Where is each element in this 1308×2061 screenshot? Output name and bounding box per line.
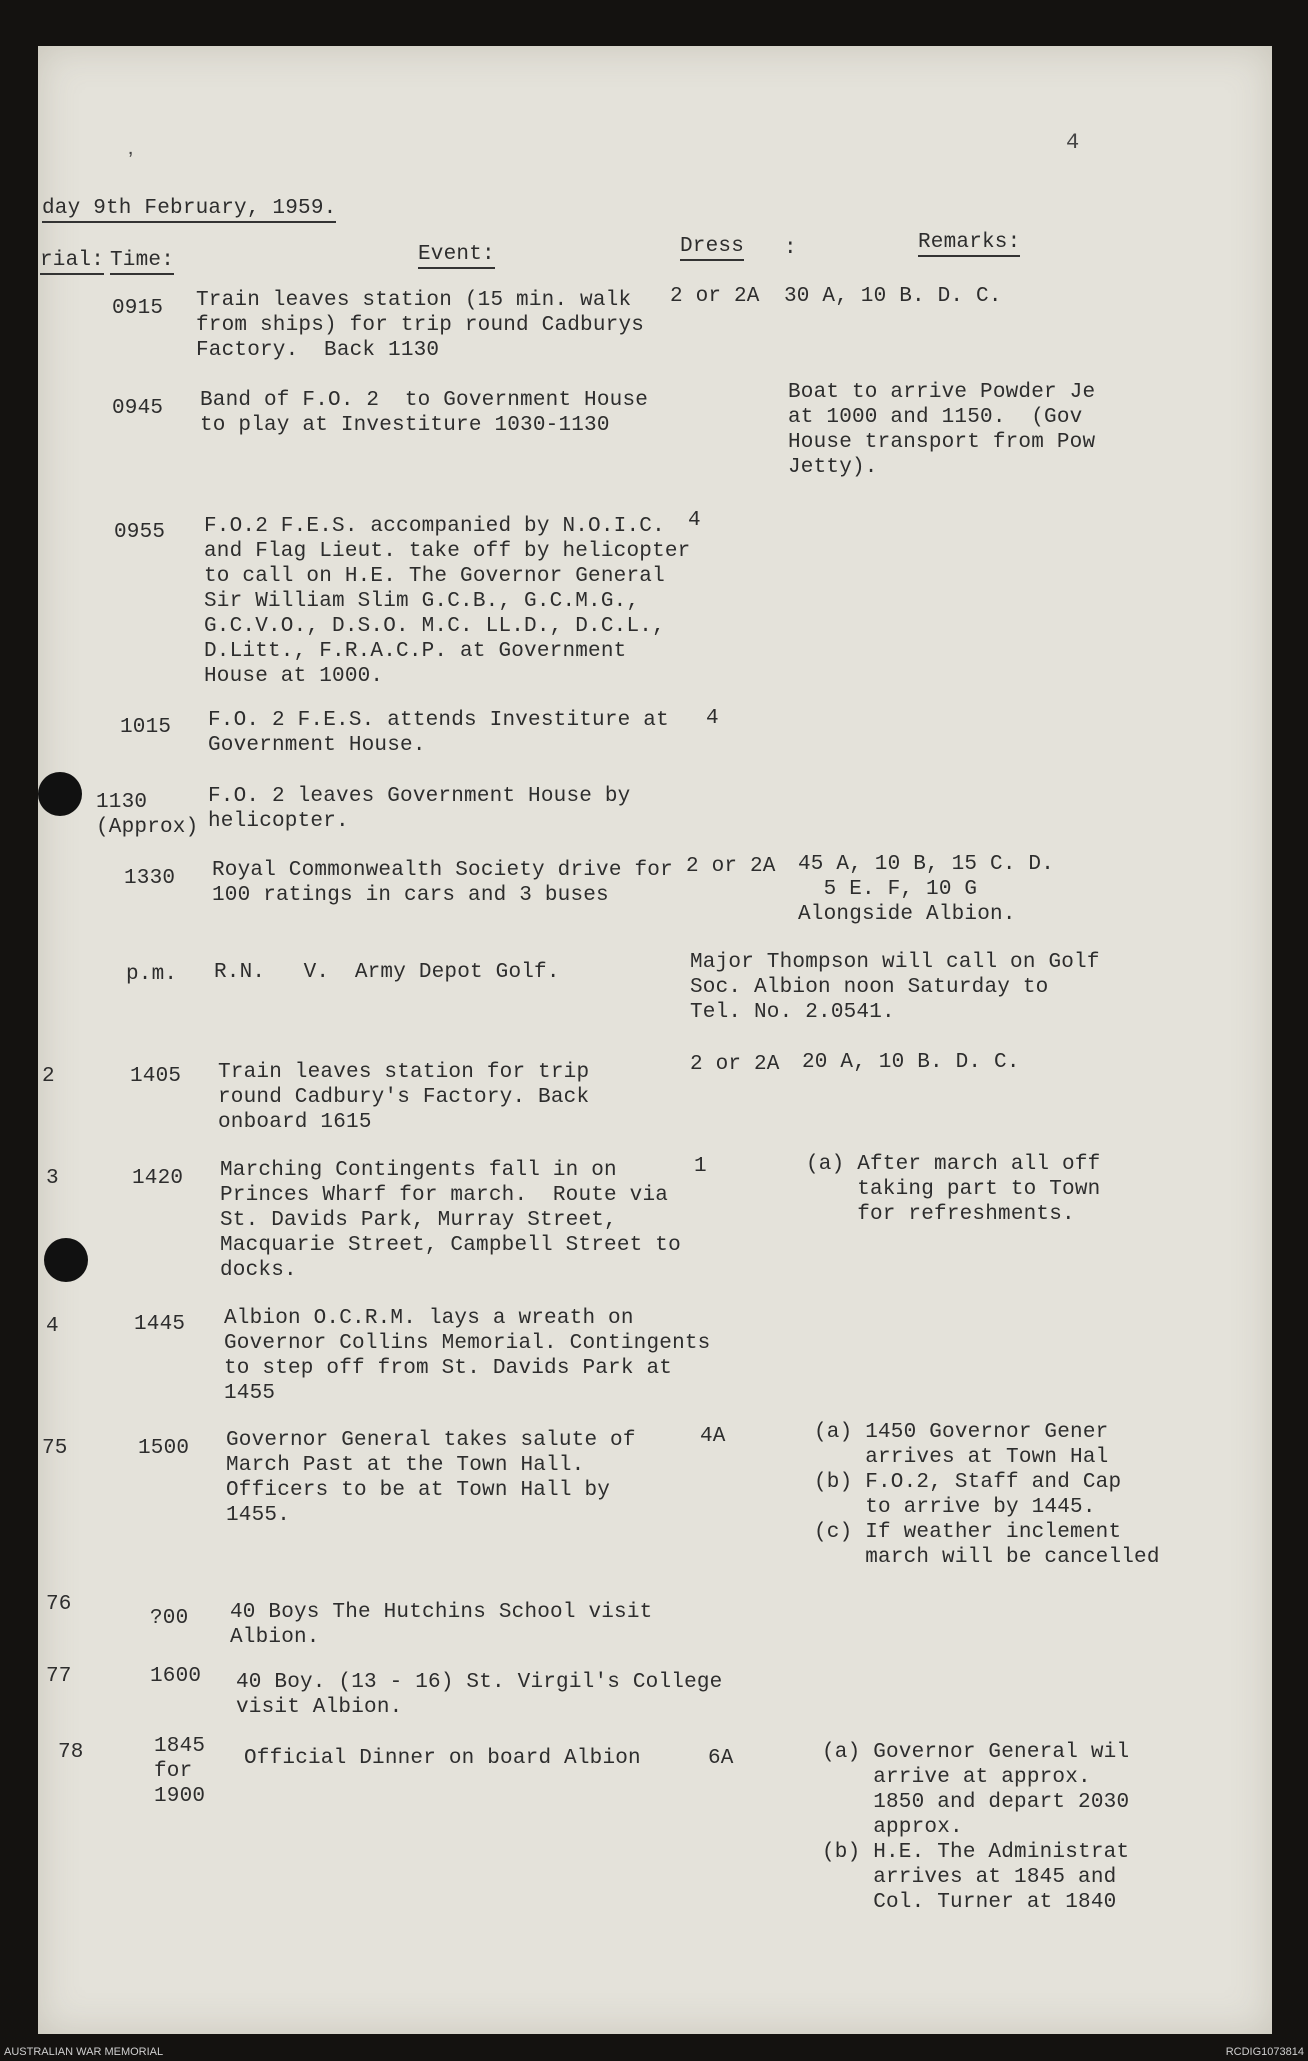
entry-serial: 76 bbox=[46, 1593, 72, 1616]
entry-remarks: 30 A, 10 B. D. C. bbox=[784, 285, 1002, 308]
col-header-colon: : bbox=[784, 237, 797, 260]
entry-serial: 78 bbox=[58, 1741, 84, 1764]
entry-time: 1015 bbox=[120, 716, 172, 739]
entry-time: 1500 bbox=[138, 1437, 190, 1460]
entry-serial: 2 bbox=[42, 1065, 55, 1088]
entry-event: 40 Boys The Hutchins School visit Albion. bbox=[230, 1601, 653, 1649]
entry-dress: 2 or 2A bbox=[690, 1053, 780, 1076]
punch-hole-bottom bbox=[44, 1238, 88, 1282]
entry-event: Royal Commonwealth Society drive for 100 ratings in cars and 3 buses bbox=[212, 859, 673, 907]
entry-time: ?00 bbox=[150, 1607, 189, 1630]
entry-event: 40 Boy. (13 - 16) St. Virgil's College visit Albion. bbox=[236, 1671, 723, 1719]
entry-time: 1420 bbox=[132, 1167, 184, 1190]
entry-dress: 2 or 2A bbox=[686, 855, 776, 878]
page-number: 4 bbox=[1066, 130, 1080, 155]
entry-time: 1130 (Approx) bbox=[96, 791, 199, 839]
footer-right: RCDIG1073814 bbox=[1225, 2046, 1304, 2058]
entry-time: 1600 bbox=[150, 1665, 202, 1688]
entry-remarks: 45 A, 10 B, 15 C. D. 5 E. F, 10 G Alongside Albion. bbox=[798, 853, 1055, 926]
entry-remarks: (a) After march all off taking part to Town for refreshments. bbox=[806, 1153, 1101, 1226]
entry-event: R.N. V. Army Depot Golf. bbox=[214, 961, 560, 984]
entry-time: 1405 bbox=[130, 1065, 182, 1088]
col-header-remarks: Remarks: bbox=[918, 230, 1020, 257]
entry-dress: 2 or 2A bbox=[670, 285, 760, 308]
entry-dress: 4A bbox=[700, 1425, 726, 1448]
entry-serial: 3 bbox=[46, 1167, 59, 1190]
entry-serial: 75 bbox=[42, 1437, 68, 1460]
col-header-time: Time: bbox=[110, 248, 174, 275]
col-header-serial: rial: bbox=[40, 248, 104, 275]
entry-event: F.O. 2 F.E.S. attends Investiture at Government House. bbox=[208, 709, 669, 757]
entry-time: 1845 for 1900 bbox=[154, 1735, 206, 1808]
entry-event: Band of F.O. 2 to Government House to play at Investiture 1030-1130 bbox=[200, 389, 649, 437]
entry-remarks: (a) 1450 Governor Gener arrives at Town Hal (b) F.O.2, Staff and Cap to arrive by 1445. (c) If weather inclement march will be cancelled bbox=[814, 1421, 1160, 1569]
entry-event: Albion O.C.R.M. lays a wreath on Governor Collins Memorial. Contingents to step off from St. Davids Park at 1455 bbox=[224, 1307, 711, 1405]
col-header-event: Event: bbox=[418, 242, 495, 269]
page-title: day 9th February, 1959. bbox=[42, 196, 336, 223]
entry-event: F.O. 2 leaves Government House by helicopter. bbox=[208, 785, 631, 833]
handwritten-tick: ʼ bbox=[124, 150, 138, 175]
entry-time: 1330 bbox=[124, 867, 176, 890]
entry-time: 0955 bbox=[114, 521, 166, 544]
entry-serial: 4 bbox=[46, 1315, 59, 1338]
entry-dress: 4 bbox=[706, 707, 719, 730]
entry-time: p.m. bbox=[126, 963, 178, 986]
archive-footer bbox=[0, 2044, 1308, 2061]
punch-hole-top bbox=[38, 772, 82, 816]
col-header-dress: Dress bbox=[680, 234, 744, 261]
entry-event: Marching Contingents fall in on Princes Wharf for march. Route via St. Davids Park, Murray Street, Macquarie Street, Campbell Street to docks. bbox=[220, 1159, 681, 1282]
entry-remarks: Major Thompson will call on Golf Soc. Albion noon Saturday to Tel. No. 2.0541. bbox=[690, 951, 1100, 1024]
entry-event: Governor General takes salute of March Past at the Town Hall. Officers to be at Town Hall by 1455. bbox=[226, 1429, 636, 1527]
entry-dress: 1 bbox=[694, 1155, 707, 1178]
entry-time: 1445 bbox=[134, 1313, 186, 1336]
entry-dress: 4 bbox=[688, 509, 701, 532]
entry-event: Official Dinner on board Albion bbox=[244, 1747, 641, 1770]
entry-event: Train leaves station for trip round Cadbury's Factory. Back onboard 1615 bbox=[218, 1061, 590, 1134]
entry-dress: 6A bbox=[708, 1747, 734, 1770]
entry-time: 0945 bbox=[112, 397, 164, 420]
entry-serial: 77 bbox=[46, 1665, 72, 1688]
entry-remarks: (a) Governor General wil arrive at approx. 1850 and depart 2030 approx. (b) H.E. The Administrat arrives at 1845 and Col. Turner at 1840 bbox=[822, 1741, 1130, 1914]
entry-event: Train leaves station (15 min. walk from ships) for trip round Cadburys Factory. Back 1130 bbox=[196, 289, 645, 362]
footer-left: AUSTRALIAN WAR MEMORIAL bbox=[4, 2046, 164, 2058]
entry-time: 0915 bbox=[112, 297, 164, 320]
entry-remarks: Boat to arrive Powder Je at 1000 and 1150. (Gov House transport from Pow Jetty). bbox=[788, 381, 1096, 479]
entry-remarks: 20 A, 10 B. D. C. bbox=[802, 1051, 1020, 1074]
entry-event: F.O.2 F.E.S. accompanied by N.O.I.C. and Flag Lieut. take off by helicopter to call on H.E. The Governor General Sir William Slim G.C.B., G.C.M.G., G.C.V.O., D.S.O. M.C. LL.D., D.C.L., D.Litt., F.R.A.C.P. at Government House at 1000. bbox=[204, 515, 691, 688]
